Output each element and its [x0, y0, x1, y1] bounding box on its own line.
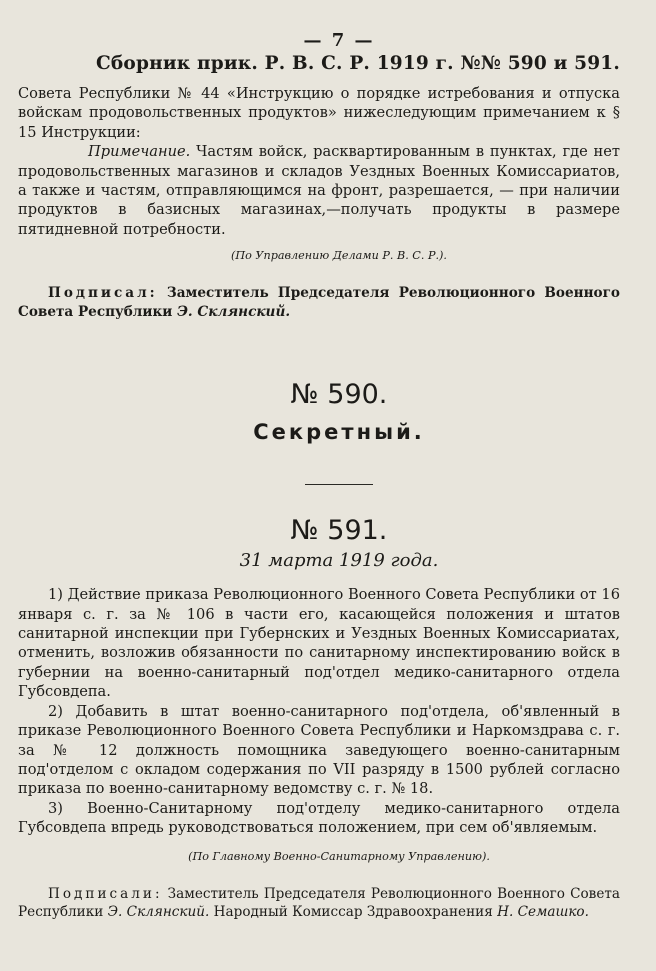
note-text: Частям войск, расквартированным в пунктах, где нет продовольственных магазинов и складов Уездных Военных Комиссариатов, а также и частям, отправляющимся на фронт, разрешается, — при наличии продуктов в базисных магазинах,—получать продукты в размере пятидневной потребности.	[18, 143, 620, 238]
signed-label: Подписал:	[48, 285, 158, 302]
continuation-intro: Совета Республики № 44 «Инструкцию о порядке истребования и отпуска войскам продовольственных продуктов» нижеследующим примечанием к § 15 Инструкции:	[18, 85, 620, 141]
signature-block-2	[18, 885, 620, 922]
signed-name-2b: Н. Семашко.	[497, 904, 589, 921]
running-title: Сборник прик. Р. В. С. Р. 1919 г. №№ 590 и 591.	[95, 53, 620, 74]
order-591-paragraph-1: 1) Действие приказа Революционного Военного Совета Республики от 16 января с. г. за № 106 в части его, касающейся положения и штатов санитарной инспекции при Губернских и Уездных Военных Комиссариатах, отменить, возложив обязанности по санитарному инспектированию войск в губернии на военно-санитарный под'отдел медико-санитарного отдела Губсовдепа.	[18, 586, 620, 701]
source-attribution-2: (По Главному Военно-Санитарному Управлению).	[188, 849, 490, 863]
signed-label-2: Подписали:	[48, 885, 163, 902]
signed-name-2a: Э. Склянский.	[107, 904, 210, 921]
order-591-paragraph-2: 2) Добавить в штат военно-санитарного под'отдела, об'явленный в приказе Революционного Военного Совета Республики и Наркомздрава с. г. за № 12 должность помощника заведующего военно-санитарным под'отделом с окладом содержания по VII разряду в 1500 рублей согласно приказа по военно-санитарному ведомству с. г. № 18.	[18, 702, 620, 798]
source-attribution-1: (По Управлению Делами Р. В. С. Р.).	[231, 249, 447, 263]
page-number: — 7 —	[303, 30, 375, 51]
signature-block-1	[18, 284, 620, 321]
order-591-date: 31 марта 1919 года.	[239, 550, 439, 572]
signed-text-2b: Народный Комиссар Здравоохранения	[209, 904, 498, 921]
order-591-paragraph-3: 3) Военно-Санитарному под'отделу медико-санитарного отдела Губсовдепа впредь руководствоваться положением, при сем об'являемым.	[18, 799, 620, 837]
signed-text: Заместитель Председателя Революционного Военного Совета Республики	[18, 285, 620, 320]
section-divider	[305, 484, 373, 485]
note-label: Примечание.	[88, 143, 191, 161]
order-591-number: № 591.	[290, 515, 388, 547]
order-590-title: Секретный.	[253, 420, 425, 445]
order-590-number: № 590.	[290, 379, 388, 411]
signed-text-2a: Заместитель Председателя Революционного Военного Совета Республики	[18, 885, 620, 921]
note-paragraph	[18, 142, 620, 239]
signed-name: Э. Склянский.	[177, 303, 291, 320]
